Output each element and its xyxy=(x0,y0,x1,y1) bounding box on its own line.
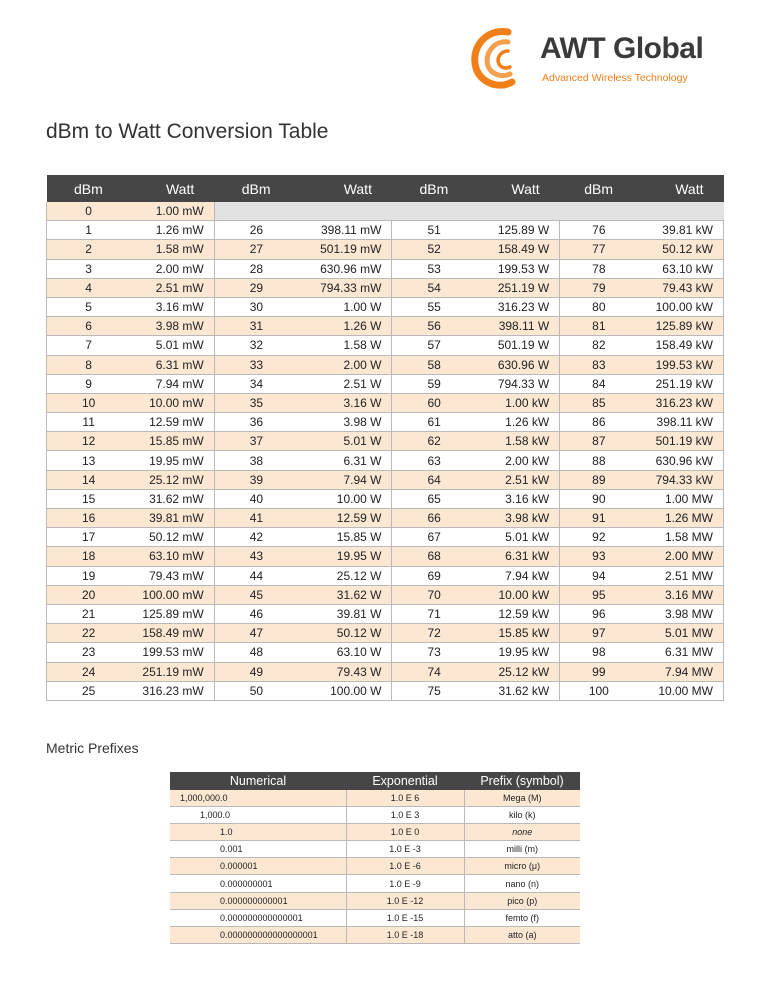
prefix-cell: femto (f) xyxy=(464,909,580,926)
watt-cell: 199.53 mW xyxy=(130,643,214,662)
table-row xyxy=(47,624,724,643)
dbm-cell: 73 xyxy=(392,643,476,662)
dbm-cell: 33 xyxy=(214,355,298,374)
watt-cell: 1.26 mW xyxy=(130,221,214,240)
watt-cell: 63.10 W xyxy=(298,643,392,662)
watt-cell: 501.19 mW xyxy=(298,240,392,259)
dbm-cell: 79 xyxy=(560,278,638,297)
dbm-cell: 20 xyxy=(47,585,131,604)
watt-cell: 10.00 kW xyxy=(476,585,560,604)
watt-cell: 10.00 MW xyxy=(638,681,724,700)
watt-cell: 2.00 mW xyxy=(130,259,214,278)
dbm-cell: 40 xyxy=(214,489,298,508)
table-row xyxy=(170,790,580,807)
dbm-cell: 5 xyxy=(47,297,131,316)
metric-prefixes-table xyxy=(170,772,580,944)
table-row xyxy=(47,585,724,604)
dbm-cell: 13 xyxy=(47,451,131,470)
numerical-cell: 1,000.0 xyxy=(170,807,346,824)
watt-cell: 7.94 MW xyxy=(638,662,724,681)
dbm-cell: 12 xyxy=(47,432,131,451)
table-row xyxy=(170,858,580,875)
column-header: Prefix (symbol) xyxy=(464,772,580,790)
watt-cell: 316.23 mW xyxy=(130,681,214,700)
watt-cell: 2.51 MW xyxy=(638,566,724,585)
dbm-cell: 16 xyxy=(47,509,131,528)
exponential-cell: 1.0 E -3 xyxy=(346,841,464,858)
column-header: Watt xyxy=(638,175,724,202)
watt-cell: 1.00 mW xyxy=(130,202,214,221)
watt-cell: 12.59 kW xyxy=(476,604,560,623)
watt-cell: 398.11 mW xyxy=(298,221,392,240)
watt-cell: 125.89 mW xyxy=(130,604,214,623)
metric-prefixes-title: Metric Prefixes xyxy=(46,740,139,756)
dbm-cell: 29 xyxy=(214,278,298,297)
table-row xyxy=(47,317,724,336)
watt-cell: 158.49 W xyxy=(476,240,560,259)
watt-cell: 1.26 W xyxy=(298,317,392,336)
dbm-cell: 92 xyxy=(560,528,638,547)
table-row xyxy=(47,259,724,278)
table-header-row xyxy=(170,772,580,790)
watt-cell: 2.00 W xyxy=(298,355,392,374)
column-header: Exponential xyxy=(346,772,464,790)
watt-cell: 50.12 kW xyxy=(638,240,724,259)
watt-cell: 794.33 mW xyxy=(298,278,392,297)
prefix-cell: pico (p) xyxy=(464,892,580,909)
table-row xyxy=(47,278,724,297)
dbm-cell: 37 xyxy=(214,432,298,451)
watt-cell: 100.00 kW xyxy=(638,297,724,316)
dbm-cell: 85 xyxy=(560,393,638,412)
watt-cell: 501.19 W xyxy=(476,336,560,355)
exponential-cell: 1.0 E -6 xyxy=(346,858,464,875)
watt-cell: 79.43 W xyxy=(298,662,392,681)
dbm-cell: 97 xyxy=(560,624,638,643)
numerical-cell: 0.000001 xyxy=(170,858,346,875)
exponential-cell: 1.0 E 0 xyxy=(346,824,464,841)
table-row xyxy=(47,451,724,470)
column-header: dBm xyxy=(560,175,638,202)
table-header-row xyxy=(47,175,724,202)
table-row xyxy=(47,374,724,393)
table-row xyxy=(47,432,724,451)
dbm-cell: 98 xyxy=(560,643,638,662)
dbm-cell: 25 xyxy=(47,681,131,700)
dbm-cell: 7 xyxy=(47,336,131,355)
dbm-cell: 67 xyxy=(392,528,476,547)
dbm-cell: 46 xyxy=(214,604,298,623)
watt-cell: 19.95 W xyxy=(298,547,392,566)
watt-cell: 15.85 mW xyxy=(130,432,214,451)
watt-cell: 3.98 MW xyxy=(638,604,724,623)
prefix-cell: atto (a) xyxy=(464,926,580,943)
numerical-cell: 0.000000000001 xyxy=(170,892,346,909)
dbm-cell: 78 xyxy=(560,259,638,278)
watt-cell: 5.01 W xyxy=(298,432,392,451)
watt-cell: 2.00 MW xyxy=(638,547,724,566)
dbm-cell: 60 xyxy=(392,393,476,412)
dbm-cell: 55 xyxy=(392,297,476,316)
dbm-cell: 27 xyxy=(214,240,298,259)
watt-cell: 100.00 mW xyxy=(130,585,214,604)
column-header: dBm xyxy=(47,175,131,202)
watt-cell: 5.01 MW xyxy=(638,624,724,643)
dbm-cell: 22 xyxy=(47,624,131,643)
watt-cell: 6.31 MW xyxy=(638,643,724,662)
table-row xyxy=(170,909,580,926)
watt-cell: 1.58 kW xyxy=(476,432,560,451)
logo-tagline: Advanced Wireless Technology xyxy=(542,72,688,84)
dbm-cell: 44 xyxy=(214,566,298,585)
dbm-cell: 89 xyxy=(560,470,638,489)
watt-cell: 31.62 mW xyxy=(130,489,214,508)
dbm-cell: 36 xyxy=(214,413,298,432)
watt-cell: 79.43 kW xyxy=(638,278,724,297)
watt-cell: 50.12 W xyxy=(298,624,392,643)
dbm-cell: 30 xyxy=(214,297,298,316)
prefix-cell: kilo (k) xyxy=(464,807,580,824)
dbm-cell: 59 xyxy=(392,374,476,393)
table-row xyxy=(170,841,580,858)
watt-cell: 1.58 MW xyxy=(638,528,724,547)
table-row xyxy=(170,926,580,943)
dbm-cell: 100 xyxy=(560,681,638,700)
watt-cell: 3.98 mW xyxy=(130,317,214,336)
watt-cell: 125.89 W xyxy=(476,221,560,240)
dbm-cell: 35 xyxy=(214,393,298,412)
watt-cell: 50.12 mW xyxy=(130,528,214,547)
watt-cell: 794.33 kW xyxy=(638,470,724,489)
exponential-cell: 1.0 E 3 xyxy=(346,807,464,824)
dbm-cell: 43 xyxy=(214,547,298,566)
watt-cell: 501.19 kW xyxy=(638,432,724,451)
dbm-cell: 6 xyxy=(47,317,131,336)
numerical-cell: 1,000,000.0 xyxy=(170,790,346,807)
watt-cell: 12.59 W xyxy=(298,509,392,528)
dbm-cell: 48 xyxy=(214,643,298,662)
dbm-cell: 8 xyxy=(47,355,131,374)
dbm-cell: 88 xyxy=(560,451,638,470)
watt-cell: 6.31 W xyxy=(298,451,392,470)
dbm-cell: 82 xyxy=(560,336,638,355)
dbm-cell: 42 xyxy=(214,528,298,547)
dbm-cell: 68 xyxy=(392,547,476,566)
dbm-cell: 63 xyxy=(392,451,476,470)
watt-cell: 79.43 mW xyxy=(130,566,214,585)
watt-cell: 3.98 W xyxy=(298,413,392,432)
table-row xyxy=(170,824,580,841)
watt-cell: 63.10 kW xyxy=(638,259,724,278)
watt-cell: 2.51 kW xyxy=(476,470,560,489)
table-row xyxy=(170,875,580,892)
watt-cell: 251.19 mW xyxy=(130,662,214,681)
table-row xyxy=(47,547,724,566)
table-row xyxy=(47,528,724,547)
watt-cell: 25.12 kW xyxy=(476,662,560,681)
dbm-cell: 14 xyxy=(47,470,131,489)
watt-cell: 1.58 mW xyxy=(130,240,214,259)
numerical-cell: 0.000000000000000001 xyxy=(170,926,346,943)
column-header: dBm xyxy=(392,175,476,202)
dbm-cell: 86 xyxy=(560,413,638,432)
prefix-cell: none xyxy=(464,824,580,841)
watt-cell: 251.19 W xyxy=(476,278,560,297)
exponential-cell: 1.0 E -12 xyxy=(346,892,464,909)
dbm-cell: 99 xyxy=(560,662,638,681)
watt-cell: 7.94 W xyxy=(298,470,392,489)
watt-cell: 10.00 W xyxy=(298,489,392,508)
table-row xyxy=(47,681,724,700)
watt-cell: 125.89 kW xyxy=(638,317,724,336)
watt-cell: 398.11 kW xyxy=(638,413,724,432)
dbm-cell: 45 xyxy=(214,585,298,604)
watt-cell: 5.01 kW xyxy=(476,528,560,547)
watt-cell: 25.12 W xyxy=(298,566,392,585)
dbm-cell: 26 xyxy=(214,221,298,240)
watt-cell: 15.85 W xyxy=(298,528,392,547)
dbm-cell: 1 xyxy=(47,221,131,240)
dbm-cell: 91 xyxy=(560,509,638,528)
dbm-cell: 21 xyxy=(47,604,131,623)
dbm-cell: 84 xyxy=(560,374,638,393)
watt-cell: 398.11 W xyxy=(476,317,560,336)
watt-cell: 1.26 MW xyxy=(638,509,724,528)
dbm-cell: 38 xyxy=(214,451,298,470)
watt-cell: 7.94 mW xyxy=(130,374,214,393)
table-row xyxy=(47,662,724,681)
table-row xyxy=(47,240,724,259)
watt-cell: 19.95 mW xyxy=(130,451,214,470)
dbm-cell: 4 xyxy=(47,278,131,297)
dbm-cell: 61 xyxy=(392,413,476,432)
exponential-cell: 1.0 E -15 xyxy=(346,909,464,926)
dbm-cell: 41 xyxy=(214,509,298,528)
watt-cell: 158.49 kW xyxy=(638,336,724,355)
prefix-cell: micro (μ) xyxy=(464,858,580,875)
dbm-cell: 69 xyxy=(392,566,476,585)
watt-cell: 10.00 mW xyxy=(130,393,214,412)
table-row xyxy=(47,355,724,374)
exponential-cell: 1.0 E -18 xyxy=(346,926,464,943)
table-row xyxy=(47,509,724,528)
watt-cell: 3.16 mW xyxy=(130,297,214,316)
column-header: Watt xyxy=(476,175,560,202)
logo-name: AWT Global xyxy=(540,32,704,65)
dbm-cell: 70 xyxy=(392,585,476,604)
watt-cell: 1.26 kW xyxy=(476,413,560,432)
watt-cell: 158.49 mW xyxy=(130,624,214,643)
table-row xyxy=(47,566,724,585)
prefix-cell: Mega (M) xyxy=(464,790,580,807)
dbm-cell: 64 xyxy=(392,470,476,489)
dbm-cell: 3 xyxy=(47,259,131,278)
dbm-cell: 10 xyxy=(47,393,131,412)
dbm-cell: 74 xyxy=(392,662,476,681)
column-header: dBm xyxy=(214,175,298,202)
page-title: dBm to Watt Conversion Table xyxy=(46,120,329,143)
watt-cell: 1.00 W xyxy=(298,297,392,316)
dbm-cell: 80 xyxy=(560,297,638,316)
watt-cell: 251.19 kW xyxy=(638,374,724,393)
watt-cell: 630.96 W xyxy=(476,355,560,374)
dbm-cell: 72 xyxy=(392,624,476,643)
numerical-cell: 0.000000000000001 xyxy=(170,909,346,926)
watt-cell: 12.59 mW xyxy=(130,413,214,432)
watt-cell: 31.62 kW xyxy=(476,681,560,700)
dbm-cell: 52 xyxy=(392,240,476,259)
numerical-cell: 0.000000001 xyxy=(170,875,346,892)
watt-cell: 100.00 W xyxy=(298,681,392,700)
table-row xyxy=(170,892,580,909)
dbm-cell: 49 xyxy=(214,662,298,681)
dbm-cell: 66 xyxy=(392,509,476,528)
table-row xyxy=(47,489,724,508)
dbm-cell: 53 xyxy=(392,259,476,278)
watt-cell: 630.96 mW xyxy=(298,259,392,278)
dbm-cell: 76 xyxy=(560,221,638,240)
dbm-cell: 17 xyxy=(47,528,131,547)
watt-cell: 2.51 W xyxy=(298,374,392,393)
watt-cell: 199.53 W xyxy=(476,259,560,278)
table-row xyxy=(47,413,724,432)
dbm-cell: 24 xyxy=(47,662,131,681)
dbm-cell: 54 xyxy=(392,278,476,297)
prefix-cell: nano (n) xyxy=(464,875,580,892)
watt-cell: 39.81 W xyxy=(298,604,392,623)
dbm-cell: 9 xyxy=(47,374,131,393)
column-header: Watt xyxy=(298,175,392,202)
dbm-cell: 81 xyxy=(560,317,638,336)
table-row xyxy=(47,393,724,412)
watt-cell: 316.23 kW xyxy=(638,393,724,412)
dbm-cell: 75 xyxy=(392,681,476,700)
table-row xyxy=(47,604,724,623)
dbm-cell: 96 xyxy=(560,604,638,623)
table-row xyxy=(47,221,724,240)
watt-cell: 3.16 kW xyxy=(476,489,560,508)
dbm-cell: 83 xyxy=(560,355,638,374)
dbm-cell: 58 xyxy=(392,355,476,374)
dbm-cell: 23 xyxy=(47,643,131,662)
dbm-cell: 90 xyxy=(560,489,638,508)
watt-cell: 3.98 kW xyxy=(476,509,560,528)
table-row xyxy=(47,336,724,355)
watt-cell: 2.51 mW xyxy=(130,278,214,297)
watt-cell: 39.81 mW xyxy=(130,509,214,528)
watt-cell: 15.85 kW xyxy=(476,624,560,643)
numerical-cell: 0.001 xyxy=(170,841,346,858)
dbm-cell: 94 xyxy=(560,566,638,585)
watt-cell: 2.00 kW xyxy=(476,451,560,470)
dbm-cell: 56 xyxy=(392,317,476,336)
company-logo xyxy=(468,26,728,92)
dbm-cell: 47 xyxy=(214,624,298,643)
exponential-cell: 1.0 E 6 xyxy=(346,790,464,807)
watt-cell: 63.10 mW xyxy=(130,547,214,566)
dbm-cell: 11 xyxy=(47,413,131,432)
table-row xyxy=(47,202,724,221)
column-header: Numerical xyxy=(170,772,346,790)
dbm-cell: 31 xyxy=(214,317,298,336)
blank-cell xyxy=(214,202,723,221)
watt-cell: 7.94 kW xyxy=(476,566,560,585)
dbm-cell: 95 xyxy=(560,585,638,604)
watt-cell: 6.31 kW xyxy=(476,547,560,566)
watt-cell: 3.16 W xyxy=(298,393,392,412)
dbm-cell: 32 xyxy=(214,336,298,355)
table-row xyxy=(47,643,724,662)
exponential-cell: 1.0 E -9 xyxy=(346,875,464,892)
watt-cell: 3.16 MW xyxy=(638,585,724,604)
watt-cell: 25.12 mW xyxy=(130,470,214,489)
dbm-cell: 50 xyxy=(214,681,298,700)
watt-cell: 316.23 W xyxy=(476,297,560,316)
dbm-cell: 65 xyxy=(392,489,476,508)
dbm-cell: 15 xyxy=(47,489,131,508)
dbm-cell: 19 xyxy=(47,566,131,585)
watt-cell: 31.62 W xyxy=(298,585,392,604)
dbm-cell: 2 xyxy=(47,240,131,259)
watt-cell: 39.81 kW xyxy=(638,221,724,240)
dbm-cell: 34 xyxy=(214,374,298,393)
prefix-cell: milli (m) xyxy=(464,841,580,858)
numerical-cell: 1.0 xyxy=(170,824,346,841)
table-row xyxy=(47,470,724,489)
dbm-cell: 39 xyxy=(214,470,298,489)
watt-cell: 199.53 kW xyxy=(638,355,724,374)
dbm-cell: 57 xyxy=(392,336,476,355)
dbm-cell: 87 xyxy=(560,432,638,451)
watt-cell: 5.01 mW xyxy=(130,336,214,355)
dbm-cell: 77 xyxy=(560,240,638,259)
dbm-cell: 51 xyxy=(392,221,476,240)
column-header: Watt xyxy=(130,175,214,202)
dbm-cell: 62 xyxy=(392,432,476,451)
watt-cell: 1.00 kW xyxy=(476,393,560,412)
awt-swirl-logo-icon xyxy=(468,26,532,92)
dbm-cell: 93 xyxy=(560,547,638,566)
table-row xyxy=(47,297,724,316)
watt-cell: 630.96 kW xyxy=(638,451,724,470)
dbm-cell: 28 xyxy=(214,259,298,278)
watt-cell: 794.33 W xyxy=(476,374,560,393)
table-row xyxy=(170,807,580,824)
dbm-cell: 71 xyxy=(392,604,476,623)
watt-cell: 1.00 MW xyxy=(638,489,724,508)
watt-cell: 6.31 mW xyxy=(130,355,214,374)
dbm-watt-conversion-table xyxy=(46,175,724,701)
watt-cell: 19.95 kW xyxy=(476,643,560,662)
dbm-cell: 18 xyxy=(47,547,131,566)
watt-cell: 1.58 W xyxy=(298,336,392,355)
dbm-cell: 0 xyxy=(47,202,131,221)
